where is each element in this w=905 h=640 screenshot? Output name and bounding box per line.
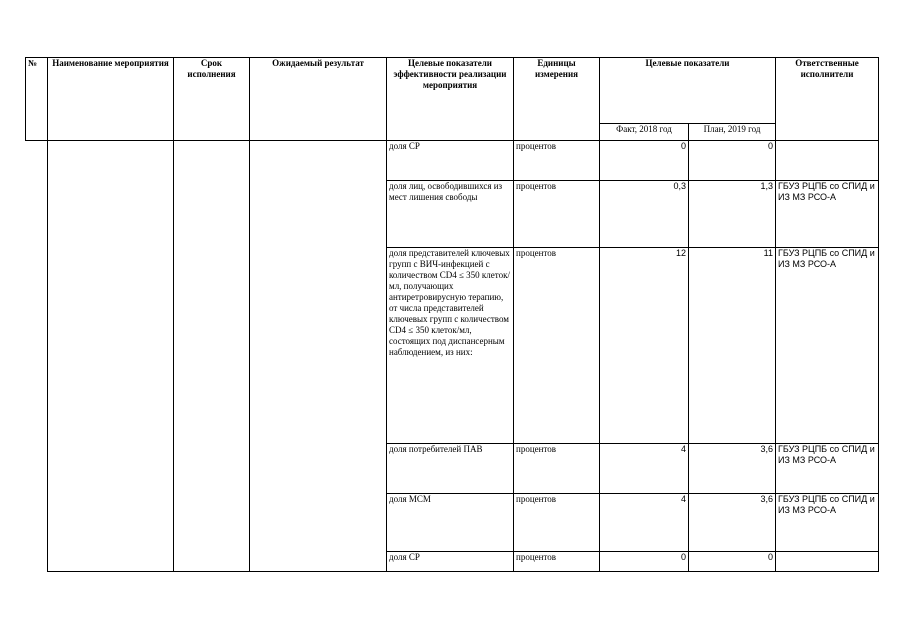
indicator-cell: доля лиц, освободившихся из мест лишения свободы xyxy=(387,181,514,248)
indicator-cell: доля СР xyxy=(387,552,514,572)
plan-cell: 11 xyxy=(689,248,776,444)
header-event-name: Наименование мероприятия xyxy=(48,58,174,141)
header-fact-2018: Факт, 2018 год xyxy=(600,124,689,141)
fact-cell: 0 xyxy=(600,552,689,572)
responsible-cell: ГБУЗ РЦПБ со СПИД и ИЗ МЗ РСО-А xyxy=(776,248,879,444)
fact-cell: 12 xyxy=(600,248,689,444)
responsible-cell xyxy=(776,141,879,181)
indicator-cell: доля потребителей ПАВ xyxy=(387,444,514,494)
num-cell xyxy=(26,141,48,572)
table-row xyxy=(26,141,879,181)
indicator-cell: доля представителей ключевых групп с ВИЧ-инфекцией с количеством CD4 ≤ 350 клеток/мл, получающих антиретровирусную терапию, от числа представителей ключевых групп с количеством CD4 ≤ 350 клеток/мл, состоящих под диспансерным наблюдением, из них: xyxy=(387,248,514,444)
header-deadline: Срок исполнения xyxy=(174,58,250,141)
plan-cell: 1,3 xyxy=(689,181,776,248)
unit-cell: процентов xyxy=(514,552,600,572)
fact-cell: 0 xyxy=(600,141,689,181)
expected-result-cell xyxy=(250,141,387,572)
header-num: № xyxy=(26,58,48,141)
unit-cell: процентов xyxy=(514,181,600,248)
header-responsible: Ответственные исполнители xyxy=(776,58,879,141)
header-plan-2019: План, 2019 год xyxy=(689,124,776,141)
fact-cell: 0,3 xyxy=(600,181,689,248)
header-target-values: Целевые показатели xyxy=(600,58,776,124)
event-name-cell xyxy=(48,141,174,572)
plan-cell: 3,6 xyxy=(689,444,776,494)
header-indicators: Целевые показатели эффективности реализации мероприятия xyxy=(387,58,514,141)
responsible-cell: ГБУЗ РЦПБ со СПИД и ИЗ МЗ РСО-А xyxy=(776,181,879,248)
unit-cell: процентов xyxy=(514,141,600,181)
header-expected-result: Ожидаемый результат xyxy=(250,58,387,141)
responsible-cell: ГБУЗ РЦПБ со СПИД и ИЗ МЗ РСО-А xyxy=(776,444,879,494)
header-row xyxy=(26,58,879,124)
indicator-cell: доля МСМ xyxy=(387,494,514,552)
indicator-cell: доля СР xyxy=(387,141,514,181)
responsible-cell xyxy=(776,552,879,572)
unit-cell: процентов xyxy=(514,248,600,444)
plan-cell: 0 xyxy=(689,552,776,572)
unit-cell: процентов xyxy=(514,494,600,552)
measures-table xyxy=(25,57,879,572)
deadline-cell xyxy=(174,141,250,572)
unit-cell: процентов xyxy=(514,444,600,494)
plan-cell: 3,6 xyxy=(689,494,776,552)
responsible-cell: ГБУЗ РЦПБ со СПИД и ИЗ МЗ РСО-А xyxy=(776,494,879,552)
fact-cell: 4 xyxy=(600,444,689,494)
plan-cell: 0 xyxy=(689,141,776,181)
header-units: Единицы измерения xyxy=(514,58,600,141)
fact-cell: 4 xyxy=(600,494,689,552)
